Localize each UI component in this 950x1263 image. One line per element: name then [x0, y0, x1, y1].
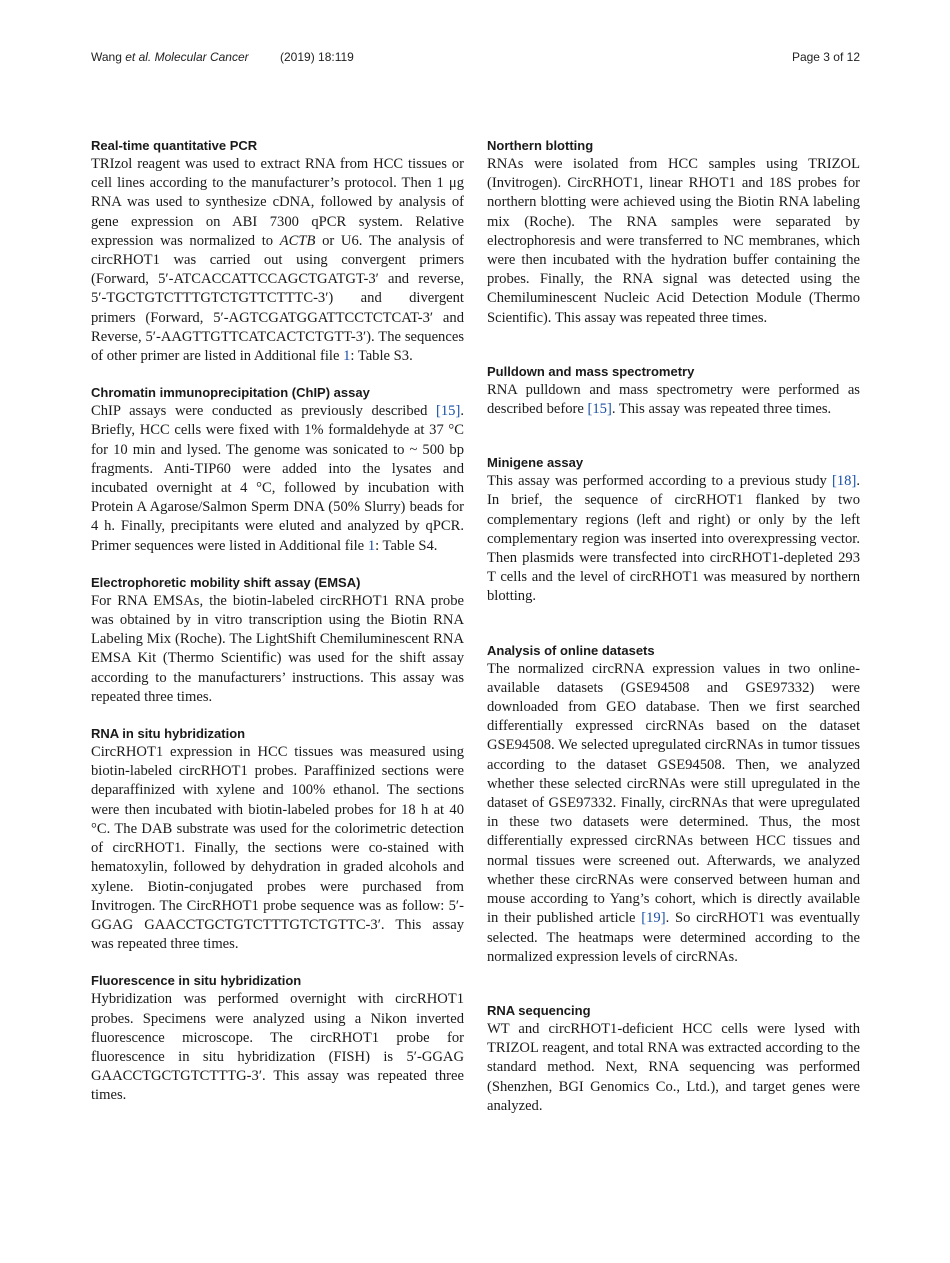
- additional-file-link[interactable]: 1: [367, 537, 376, 554]
- section-body: CircRHOT1 expression in HCC tissues was measured using biotin-labeled circRHOT1 probes. Paraffinized sections were deparaffinized with xylene and 100% ethanol. The sections were then incubated with biotin-labeled probes for 18 h at 40 °C. The DAB substrate was used for the colorimetric detection of circRHOT1. Finally, the sections were co-stained with hematoxylin, followed by dehydration in graded alcohols and xylene. Biotin-conjugated probes were purchased from Invitrogen. The CircRHOT1 probe sequence was as follow: 5′-GGAG GAACCTGCTGTCTTTGTCTGTTC-3′. This assay was repeated three times.: [91, 744, 464, 953]
- citation-link[interactable]: [15]: [587, 401, 612, 418]
- section-body: TRIzol reagent was used to extract RNA from HCC tissues or cell lines according to the manufacturer’s protocol. Then 1 μg RNA was used to synthesize cDNA, followed by analysis of gene expression on ABI 7300 qPCR system. Relative expression was normalized to ACTB or U6. The analysis of circRHOT1 was carried out using convergent primers (Forward, 5′-ATCACCATTCCAGCTGATGT-3′ and reverse, 5′-TGCTGTCTTTGTCTGTTCTTTC-3′) and divergent primers (Forward, 5′-AGTCGATGGATTCCTCTCAT-3′ and Reverse, 5′-AAGTTGTTCATCACTCTGTT-3′). The sequences of other primer are listed in Additional file 1: Table S3.: [91, 156, 465, 365]
- section-heading: Pulldown and mass spectrometry: [487, 363, 695, 379]
- section-qpcr: [91, 137, 464, 366]
- section-heading: Real-time quantitative PCR: [91, 138, 258, 153]
- citation-line: [91, 50, 354, 64]
- gene-name: ACTB: [279, 232, 316, 249]
- section-chip: [91, 384, 464, 556]
- section-heading: RNA sequencing: [487, 1002, 591, 1018]
- section-body: WT and circRHOT1-deficient HCC cells were lysed with TRIZOL reagent, and total RNA was extracted according to the standard method. Next, RNA sequencing was performed (Shenzhen, BGI Genomics Co., Ltd.), and target genes were analyzed.: [487, 1020, 860, 1114]
- left-column: [91, 137, 464, 1106]
- section-heading: Fluorescence in situ hybridization: [91, 973, 302, 989]
- section-emsa: [91, 574, 464, 707]
- section-body: ChIP assays were conducted as previously described [15]. Briefly, HCC cells were fixed with 1% formaldehyde at 37 °C for 10 min and lysed. The genome was sonicated to ~ 500 bp fragments. Anti-TIP60 were added into the lysates and incubated overnight at 4 °C, followed by incubation with Protein A Agarose/Salmon Sperm DNA (50% Slurry) beads for 4 h. Finally, precipitants were eluted and analyzed by qPCR. Primer sequences were listed in Additional file 1: Table S4.: [91, 403, 464, 554]
- journal-name: Molecular Cancer: [154, 50, 249, 64]
- section-heading: RNA in situ hybridization: [91, 726, 246, 742]
- section-rna-seq: [487, 1002, 860, 1116]
- section-heading: Chromatin immunoprecipitation (ChIP) assay: [91, 385, 370, 401]
- section-fish: [91, 972, 464, 1105]
- citation-link[interactable]: [19]: [641, 910, 666, 927]
- et-al: et al.: [125, 50, 152, 64]
- right-column: [487, 137, 860, 1116]
- section-heading: Northern blotting: [487, 138, 594, 153]
- page-number: Page 3 of 12: [791, 50, 860, 64]
- citation: (2019) 18:119: [280, 50, 354, 64]
- section-heading: Analysis of online datasets: [487, 642, 655, 658]
- citation-link[interactable]: [15]: [436, 403, 461, 420]
- authors: Wang: [91, 50, 122, 64]
- section-body: This assay was performed according to a previous study [18]. In brief, the sequence of circRHOT1 flanked by two complementary regions (left and right) or only by the left complementary region was inserted into overexpressing vector. Then plasmids were transfected into circRHOT1-depleted 293 T cells and the level of circRHOT1 was measured by northern blotting.: [487, 473, 860, 605]
- section-ish: [91, 725, 464, 954]
- section-body: For RNA EMSAs, the biotin-labeled circRHOT1 RNA probe was obtained by in vitro transcription using the Biotin RNA Labeling Mix (Roche). The LightShift Chemiluminescent RNA EMSA Kit (Thermo Scientific) was used for the shift assay according to the manufacturers’ instructions. This assay was repeated three times.: [91, 592, 464, 705]
- citation-link[interactable]: [18]: [832, 473, 857, 490]
- section-minigene: [487, 454, 860, 606]
- section-pulldown: [487, 363, 860, 419]
- section-body: The normalized circRNA expression values in two online-available datasets (GSE94508 and GSE97332) were downloaded from GEO database. Then we first searched differentially expressed circRNAs based on the dataset GSE94508. We selected upregulated circRNAs in tumor tissues according to the dataset GSE94508. Then, we analyzed whether these selected circRNAs were still upregulated in the dataset of GSE97332. Finally, circRNAs that were upregulated in these two datasets were determined. Thus, the most differentially expressed circRNAs between HCC tissues and normal tissues were screened out. Afterwards, we analyzed whether these circRNAs were conserved between human and mouse according to Yang’s cohort, which is directly available in their published article [19]. So circRHOT1 was eventually selected. The heatmaps were determined according to the normalized expression levels of circRNAs.: [487, 660, 860, 965]
- section-online-datasets: [487, 642, 860, 967]
- running-header: [91, 50, 860, 68]
- section-heading: Electrophoretic mobility shift assay (EMSA): [91, 574, 361, 590]
- section-body: RNAs were isolated from HCC samples using TRIZOL (Invitrogen). CircRHOT1, linear RHOT1 and 18S probes for northern blotting were achieved using the Biotin RNA labeling mix (Roche). The RNA samples were separated by electrophoresis and were transferred to NC membranes, which were then incubated with the hydration buffer containing the probes. Finally, the RNA signal was detected using the Chemiluminescent Nucleic Acid Detection Module (Thermo Scientific). This assay was repeated three times.: [487, 156, 860, 326]
- section-heading: Minigene assay: [487, 455, 584, 471]
- section-body: Hybridization was performed overnight with circRHOT1 probes. Specimens were analyzed using a Nikon inverted fluorescence microscope. The circRHOT1 probe for fluorescence in situ hybridization (FISH) is 5′-GGAG GAACCTGCTGTCTTTG-3′. This assay was repeated three times.: [91, 991, 464, 1104]
- section-northern: [487, 137, 860, 328]
- additional-file-link[interactable]: 1: [343, 348, 351, 365]
- section-body: RNA pulldown and mass spectrometry were performed as described before [15]. This assay was repeated three times.: [487, 381, 860, 418]
